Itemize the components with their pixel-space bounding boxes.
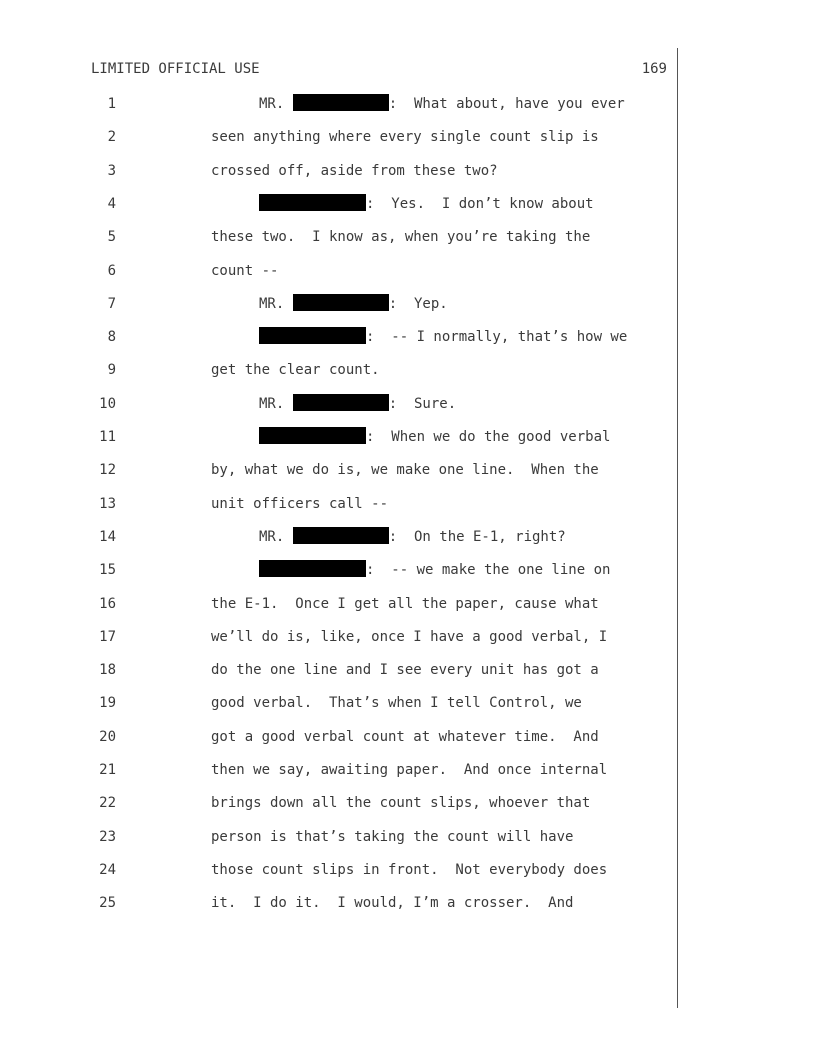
redaction-box: [293, 527, 389, 544]
transcript-line: [0, 760, 680, 780]
line-number: 16: [99, 595, 116, 612]
transcript-line: [0, 494, 680, 514]
redaction-box: [259, 427, 366, 444]
line-number: 1: [107, 96, 116, 112]
line-text-segment: person is that’s taking the count will have: [211, 828, 574, 845]
line-text: [259, 427, 610, 447]
transcript-line: [0, 594, 680, 614]
line-number: 17: [99, 628, 116, 645]
transcript-line: [0, 227, 680, 247]
line-text-segment: good verbal. That’s when I tell Control, we: [211, 695, 582, 712]
transcript-line: [0, 860, 680, 880]
transcript-line: [0, 294, 680, 314]
line-number: 11: [99, 429, 116, 445]
line-text: [211, 494, 388, 514]
line-number: 19: [99, 695, 116, 712]
page-number: 169: [641, 61, 667, 77]
line-text: [211, 360, 380, 380]
line-number: 21: [99, 762, 116, 778]
transcript-line: [0, 693, 680, 713]
line-text-segment: unit officers call --: [211, 495, 389, 512]
line-text: [211, 693, 582, 713]
line-text: [259, 194, 594, 214]
line-number: 8: [107, 329, 116, 346]
line-text-segment: it. I do it. I would, I’m a crosser. And: [211, 895, 574, 912]
line-text-segment: : Yep.: [388, 295, 448, 312]
line-number: 5: [107, 229, 116, 246]
line-text-segment: : Yes. I don’t know about: [366, 195, 594, 212]
line-text-segment: crossed off, aside from these two?: [211, 162, 498, 179]
line-text-segment: by, what we do is, we make one line. When the: [211, 462, 599, 479]
line-text: [259, 527, 566, 547]
line-text-segment: : On the E-1, right?: [388, 528, 566, 545]
redaction-box: [293, 94, 389, 111]
line-number: 13: [99, 495, 116, 512]
line-text: [211, 893, 573, 913]
line-text-segment: : Sure.: [388, 395, 457, 412]
line-number: 3: [107, 162, 116, 179]
line-text-segment: the E-1. Once I get all the paper, cause what: [211, 595, 599, 612]
line-number: 25: [99, 895, 116, 912]
line-text-segment: then we say, awaiting paper. And once internal: [211, 762, 608, 778]
line-number: 18: [99, 662, 116, 679]
line-text-segment: count --: [211, 262, 279, 279]
line-number: 9: [107, 362, 116, 379]
transcript-line: [0, 427, 680, 447]
line-text: [259, 394, 456, 414]
line-text-segment: : When we do the good verbal: [366, 429, 611, 445]
transcript-line: [0, 893, 680, 913]
line-number: 23: [99, 828, 116, 845]
line-number: 24: [99, 861, 116, 878]
line-text-segment: we’ll do is, like, once I have a good verbal, I: [211, 628, 608, 645]
line-number: 20: [99, 728, 116, 745]
line-number: 14: [99, 528, 116, 545]
transcript-line: [0, 627, 680, 647]
line-text-segment: MR.: [259, 395, 293, 412]
redaction-box: [259, 194, 366, 211]
line-text-segment: : -- we make the one line on: [366, 562, 611, 579]
redaction-box: [293, 394, 389, 411]
transcript-line: [0, 161, 680, 181]
transcript-line: [0, 560, 680, 580]
transcript-line: [0, 827, 680, 847]
line-text: [211, 860, 607, 880]
line-text-segment: MR.: [259, 96, 293, 112]
line-number: 4: [107, 195, 116, 212]
line-number: 2: [107, 129, 116, 146]
line-text-segment: brings down all the count slips, whoever that: [211, 795, 591, 812]
transcript-line: [0, 793, 680, 813]
line-number: 7: [107, 295, 116, 312]
line-text-segment: these two. I know as, when you’re taking the: [211, 229, 591, 246]
transcript-line: [0, 460, 680, 480]
redaction-box: [293, 294, 389, 311]
line-number: 10: [99, 395, 116, 412]
transcript-line: [0, 327, 680, 347]
line-number: 6: [107, 262, 116, 279]
line-text: [211, 161, 498, 181]
line-text: [211, 760, 607, 780]
redaction-box: [259, 327, 366, 344]
transcript-line: [0, 727, 680, 747]
line-text-segment: : What about, have you ever: [388, 96, 625, 112]
line-text: [211, 793, 590, 813]
line-text: [259, 294, 448, 314]
line-text: [211, 660, 599, 680]
line-number: 15: [99, 562, 116, 579]
line-text: [211, 261, 278, 281]
transcript-line: [0, 360, 680, 380]
line-text: [211, 227, 590, 247]
line-number: 22: [99, 795, 116, 812]
line-text: [259, 560, 610, 580]
line-text-segment: got a good verbal count at whatever time. And: [211, 728, 599, 745]
line-text: [211, 594, 599, 614]
transcript-line: [0, 527, 680, 547]
line-text: [259, 94, 625, 114]
line-text: [211, 627, 607, 647]
line-text-segment: MR.: [259, 528, 293, 545]
line-text-segment: those count slips in front. Not everybody does: [211, 861, 608, 878]
transcript-line: [0, 127, 680, 147]
line-text-segment: : -- I normally, that’s how we: [366, 329, 628, 346]
line-text-segment: do the one line and I see every unit has got a: [211, 662, 599, 679]
transcript-line: [0, 94, 680, 114]
line-text-segment: get the clear count.: [211, 362, 380, 379]
transcript-line: [0, 194, 680, 214]
line-text-segment: MR.: [259, 295, 293, 312]
line-text-segment: seen anything where every single count slip is: [211, 129, 599, 146]
transcript-line: [0, 261, 680, 281]
line-text: [211, 727, 599, 747]
redaction-box: [259, 560, 366, 577]
transcript-line: [0, 394, 680, 414]
classification-header: LIMITED OFFICIAL USE: [91, 61, 260, 77]
line-text: [211, 127, 599, 147]
line-text: [259, 327, 627, 347]
line-number: 12: [99, 462, 116, 479]
transcript-line: [0, 660, 680, 680]
line-text: [211, 827, 573, 847]
line-text: [211, 460, 599, 480]
